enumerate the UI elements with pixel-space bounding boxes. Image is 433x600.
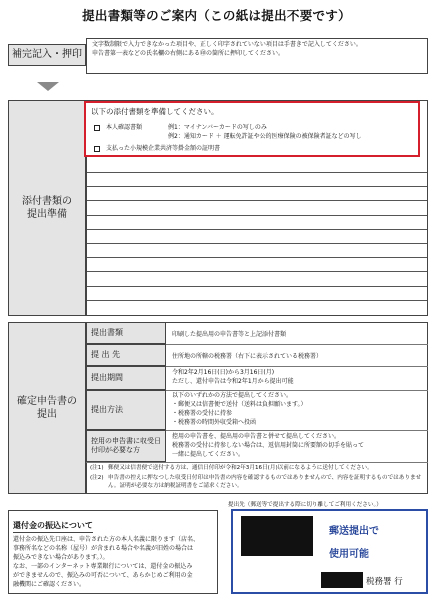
tax-office-suffix: 税務署 行 [366, 577, 403, 587]
attachment-item-desc-1: 例1：マイナンバーカードの写しのみ [168, 124, 267, 131]
section-label-completion [8, 44, 86, 66]
submission-row-text [172, 368, 294, 386]
attachment-checkbox[interactable] [94, 146, 100, 152]
refund-body-line: ができませんので、振込みの可否について、あらかじめご利用の金 [13, 572, 193, 579]
refund-body-line: 振込みできない場合があります。）。 [13, 554, 109, 561]
attachment-item-name: 本人確認書類 [106, 124, 143, 131]
submission-row-text-line: 一緒に提出してください。 [172, 451, 245, 458]
ruled-line [87, 172, 427, 173]
submission-row-text [172, 391, 307, 427]
note-text: 郵便又は信書便で送付する方は、通信日付印が令和2年3月16日(月)以前になるように送付してください。 [108, 465, 373, 471]
page-title: 提出書類等のご案内（この紙は提出不要です） [82, 8, 351, 23]
ruled-line [87, 271, 427, 272]
attachments-header: 以下の添付書類を準備してください。 [91, 107, 219, 116]
attachment-item-desc-2: 例2：通知カード ＋ 運転免許証や公的医療保険の被保険者証などの写し [168, 132, 362, 140]
completion-line-2: 申告書第一表などの氏名欄の右側にある㊞の箇所に押印してください。 [92, 49, 285, 57]
redacted-block [321, 572, 363, 588]
submission-row-text-line: 控用の申告書を、提出用の申告書と併せて提出してください。 [172, 433, 341, 440]
attachment-item-name: 支払った小規模企業共済等掛金額の証明書 [106, 145, 221, 152]
attachment-item [94, 124, 362, 141]
section-label-attachments [8, 100, 86, 316]
submission-row-text-line: ・税務署の受付に持参 [172, 410, 233, 417]
note-text: 申告書の控えに押なつした収受日付印は申告書の内容を確認するものではありませんので、内容を証明するものではありません。証明が必要な方は納税証明書をご請求ください。 [108, 475, 422, 490]
ruled-line [87, 229, 427, 230]
completion-panel [86, 38, 428, 74]
refund-body [13, 535, 213, 589]
section-label-attachments-line-2: 提出準備 [27, 209, 67, 220]
completion-line-1: 文字数制限で入力できなかった項目や、正しく印字されていない項目は手書きで記入してください。 [92, 41, 362, 48]
submission-row-text [172, 330, 286, 339]
ruled-line [87, 257, 427, 258]
mail-line-2: 使用可能 [329, 549, 369, 560]
note-number: (注1) [90, 465, 104, 471]
mail-line-1: 郵送提出で [329, 526, 379, 537]
row-separator [86, 462, 428, 463]
mail-address-box [231, 509, 428, 594]
ruled-line [87, 186, 427, 187]
ruled-line [87, 286, 427, 287]
refund-body-line: なお、一部のインターネット専業銀行については、還付金の振込み [13, 563, 193, 570]
down-arrow-icon [37, 82, 59, 91]
submission-row-text-line: ・郵便又は信書便で送付（送料は負担願います。） [172, 401, 307, 408]
ruled-line [87, 200, 427, 201]
submission-row-text-line: 令和2年2月16日(日)から3月16日(月) [172, 369, 275, 376]
attachment-checkbox[interactable] [94, 125, 100, 131]
attachment-item [94, 145, 220, 154]
section-label-attachments-line-1: 添付書類の [22, 195, 72, 207]
submission-row-label: 提出期間 [86, 366, 166, 390]
refund-title: 還付金の振込について [13, 520, 93, 533]
submission-row-text-line: ただし、還付申告は令和2年1月から提出可能 [172, 378, 294, 385]
ruled-line [87, 300, 427, 301]
submission-row-text-line: 印刷した提出用の申告書等と上記添付書類 [172, 331, 287, 338]
section-label-submission-line-2: 提出 [37, 409, 57, 420]
refund-info-box [8, 510, 218, 594]
submission-row-text-line: 以下のいずれかの方法で提出してください。 [172, 392, 293, 399]
submission-row-text [172, 352, 322, 361]
submission-row-label: 提出方法 [86, 390, 166, 430]
section-label-submission-line-1: 確定申告書の [17, 395, 77, 407]
submission-row-label: 控用の申告書に収受日付印が必要な方 [86, 430, 166, 462]
submission-row-text-line: 住所地の所轄の税務署（右下に表示されている税務署） [172, 353, 323, 360]
refund-body-line: 事務所名などの名称（屋号）が含まれる場合や名義が旧姓の場合は [13, 545, 194, 552]
submission-row-label: 提 出 先 [86, 344, 166, 366]
submission-row-label: 提出書類 [86, 322, 166, 344]
submission-row-text [172, 432, 364, 459]
ruled-line [87, 215, 427, 216]
section-label-submission [8, 322, 86, 494]
redacted-block [241, 516, 313, 556]
submission-row-text-line: ・税務署の時間外収受箱へ投函 [172, 419, 257, 426]
refund-body-line: 融機関にご確認ください。 [13, 581, 86, 588]
note-item [90, 474, 424, 490]
mail-cutout-note: 提出先（郵送等で提出する際に切り離してご利用ください。） [228, 502, 382, 508]
note-item [90, 464, 424, 472]
note-number: (注2) [90, 475, 104, 481]
ruled-line [87, 243, 427, 244]
refund-body-line: 還付金の振込先口座は、申告された方の本人名義に限ります（店名、 [13, 536, 200, 543]
section-label-completion-text: 補完記入・押印 [12, 49, 82, 61]
submission-row-text-line: 税務署の受付に持参しない場合は、返信用封筒に所要額の切手を貼って [172, 442, 365, 449]
